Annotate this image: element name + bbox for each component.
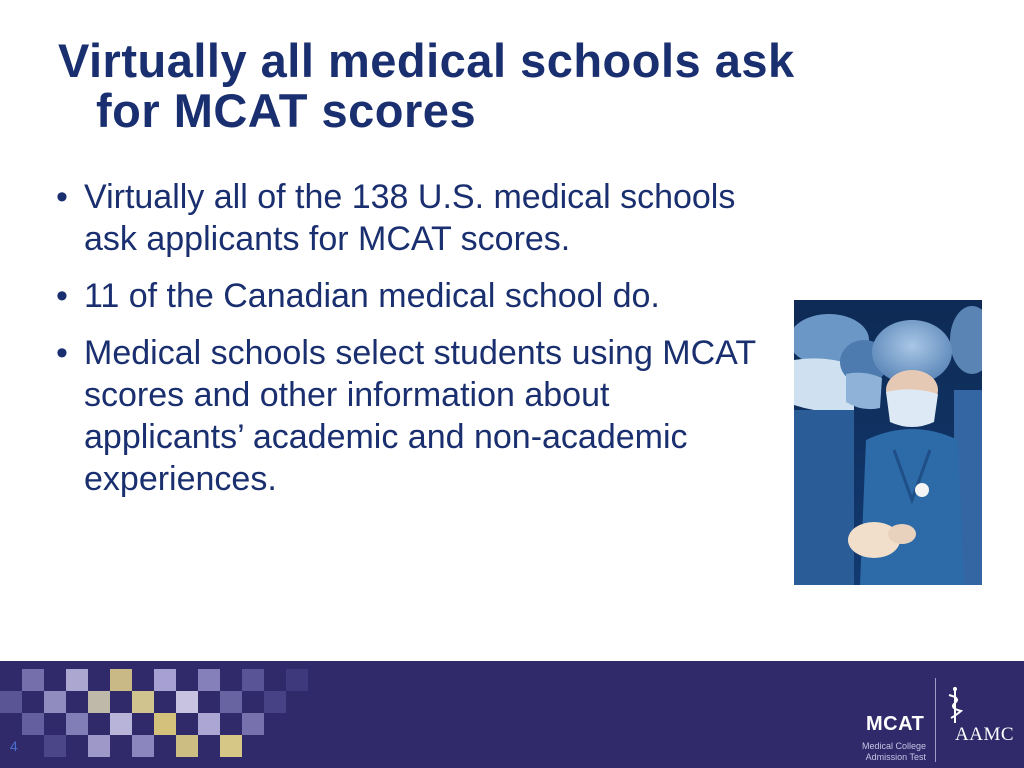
bullet-marker: • bbox=[56, 277, 68, 315]
bullet-item bbox=[54, 176, 774, 260]
logo-divider bbox=[935, 678, 936, 762]
page-number: 4 bbox=[10, 738, 18, 754]
pixel-mosaic-decoration bbox=[0, 661, 330, 768]
slide-title-line-2: for MCAT scores bbox=[96, 84, 477, 137]
mcat-logo-subtitle bbox=[858, 741, 926, 763]
slide-title-line-1: Virtually all medical schools ask bbox=[58, 34, 795, 87]
mcat-logo: MCAT bbox=[866, 713, 925, 735]
bullet-item bbox=[54, 275, 774, 317]
bullet-text: Virtually all of the 138 U.S. medical schools ask applicants for MCAT scores. bbox=[84, 178, 736, 258]
slide-title bbox=[58, 36, 998, 136]
bullet-text: 11 of the Canadian medical school do. bbox=[84, 277, 660, 315]
bullet-marker: • bbox=[56, 334, 68, 372]
mcat-subtitle-line-2: Admission Test bbox=[865, 752, 926, 762]
bullet-list bbox=[54, 176, 774, 515]
surgeons-photo bbox=[794, 300, 982, 585]
bullet-text: Medical schools select students using MCAT scores and other information about applicants’ academic and non-academic experiences. bbox=[84, 334, 756, 498]
bullet-item bbox=[54, 332, 774, 500]
mcat-subtitle-line-1: Medical College bbox=[861, 741, 926, 751]
caduceus-icon bbox=[942, 685, 968, 725]
bullet-marker: • bbox=[56, 178, 68, 216]
aamc-logo: AAMC bbox=[955, 724, 1015, 745]
